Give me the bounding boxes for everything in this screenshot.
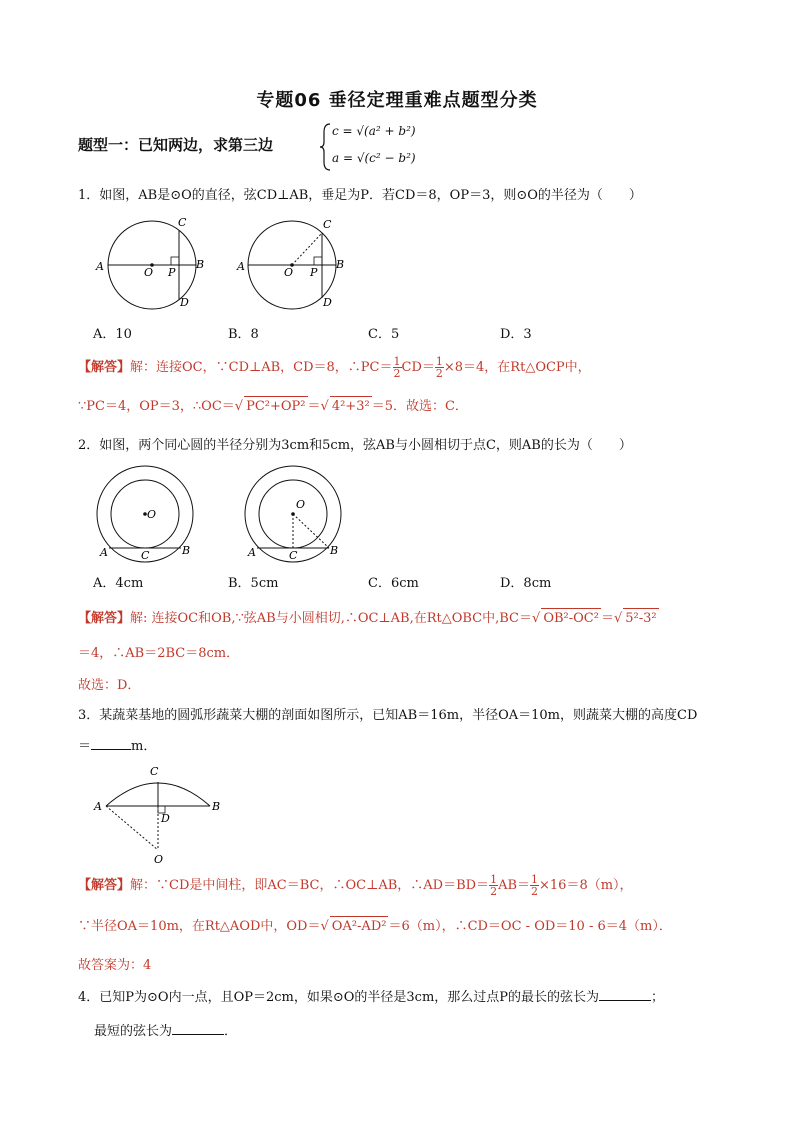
brace-icon (318, 122, 332, 172)
q3-answer-tag: 【解答】 (78, 878, 131, 893)
q3-answer-line2: ∵半径OA＝10m，在Rt△AOD中，OD＝√ OA²-AD² ＝6（m），∴CD＝OC - OD＝10 - 6＝4（m）． (78, 916, 672, 937)
q2-sqrt-2: 5²-3² (623, 608, 658, 629)
q3-line-ao (106, 806, 158, 850)
q2-fig2-label-a: A (248, 546, 256, 559)
q3-answer-text-c: AB＝ (498, 878, 531, 893)
q2-fig1-label-b: B (182, 544, 191, 557)
q1-fig2-label-p: P (310, 266, 318, 279)
q2-sqrt-1: OB²-OC² (541, 608, 601, 629)
q1-fig2-label-o: O (284, 266, 294, 279)
q2-option-c: C．6cm (368, 576, 419, 591)
q2-answer-text-a: 解: 连接OC和OB,∵弦AB与小圆相切,∴OC⊥AB,在Rt△OBC中,BC＝ (130, 611, 533, 626)
q3-answer-text-f: ＝6（m），∴CD＝OC - OD＝10 - 6＝4（m）． (388, 919, 672, 934)
q1-option-d: D．3 (500, 327, 532, 342)
q3-figure (88, 760, 228, 868)
q4-text-c: 最短的弦长为 (94, 1024, 173, 1039)
section-heading-text: 题型一：已知两边，求第三边 (78, 136, 274, 154)
q1-fig1-label-d: D (180, 296, 189, 309)
formula-c: c = √(a² + b²) (332, 124, 416, 138)
q1-fig2-right-angle (314, 257, 322, 265)
q3-stem-line2 (78, 737, 156, 757)
q1-answer-text-e: ＝5．故选：C． (371, 399, 468, 414)
q1-answer-text-a: 解：连接OC，∵CD⊥AB，CD＝8，∴PC＝ (130, 360, 393, 375)
q1-fig1-right-angle (171, 257, 179, 265)
q2-fig1-label-o: O (147, 508, 157, 521)
q2-fig2-label-b: B (330, 544, 339, 557)
q1-fig1-label-o: O (144, 266, 154, 279)
q2-fig1-label-c: C (141, 549, 150, 562)
q1-figure2 (234, 210, 364, 310)
q2-fig2-label-o: O (296, 498, 306, 511)
q1-answer-line1 (78, 356, 591, 379)
q2-answer-tag: 【解答】 (78, 611, 131, 626)
q1-answer-text-d: ∵PC＝4，OP＝3，∴OC＝ (78, 399, 235, 414)
q3-arc-eq: ＝ (286, 878, 300, 893)
q1-answer-tag: 【解答】 (78, 360, 131, 375)
q1-answer-eq: ＝ (307, 399, 321, 414)
q3-stem-line1: 3．某蔬菜基地的圆弧形蔬菜大棚的剖面如图所示，已知AB＝16m，半径OA＝10m，则蔬菜大棚的高度CD (78, 708, 698, 723)
formula-a: a = √(c² − b²) (332, 151, 416, 165)
q3-sqrt: OA²-AD² (330, 916, 389, 937)
q2-answer-eq: ＝ (600, 611, 614, 626)
q4-text-b: ； (651, 990, 665, 1005)
q3-answer-blank[interactable] (91, 749, 131, 750)
q1-fig2-label-d: D (323, 296, 332, 309)
section-heading (78, 134, 273, 155)
q1-figure1 (92, 210, 222, 310)
q1-stem: 1．如图，AB是⊙O的直径，弦CD⊥AB，垂足为P．若CD＝8，OP＝3，则⊙O的半径为（ ） (78, 188, 642, 203)
q2-answer-line2: ＝4，∴AB＝2BC＝8cm． (78, 646, 240, 661)
q3-answer-text-e: ∵半径OA＝10m，在Rt△AOD中，OD＝ (78, 919, 321, 934)
q2-figure2 (238, 462, 358, 572)
q3-fraction-2: $\frac{1}{2}$ (531, 873, 539, 898)
q3-stem-eq: ＝ (78, 739, 92, 754)
q4-text-d: ． (224, 1024, 238, 1039)
q2-option-d: D．8cm (500, 576, 552, 591)
q3-answer-text-d: ×16＝8（m）， (539, 878, 633, 893)
q1-answer-line2: ∵PC＝4，OP＝3，∴OC＝√ PC²+OP² ＝√ 4²+3² ＝5．故选：C． (78, 396, 468, 417)
q1-answer-text-c: ×8＝4，在Rt△OCP中， (443, 360, 591, 375)
q2-stem: 2．如图，两个同心圆的半径分别为3cm和5cm，弦AB与小圆相切于点C，则AB的长为（ ） (78, 438, 632, 453)
q2-answer-line1: 【解答】解: 连接OC和OB,∵弦AB与小圆相切,∴OC⊥AB,在Rt△OBC中,BC＝√ OB²-OC² ＝√ 5²-3² (78, 608, 659, 629)
q1-sqrt-2: 4²+3² (330, 396, 372, 417)
q1-fig1-label-b: B (196, 258, 205, 271)
q2-fig1-label-a: A (100, 546, 108, 559)
q3-stem-unit: m． (131, 739, 157, 754)
page-title: 专题06 垂径定理重难点题型分类 (256, 90, 538, 111)
q1-option-c: C．5 (368, 327, 400, 342)
q3-answer-line1 (78, 874, 633, 897)
q4-text-a: 4．已知P为⊙O内一点，且OP＝2cm，如果⊙O的半径是3cm，那么过点P的最长的弦长为 (78, 990, 600, 1005)
q1-fig2-label-b: B (336, 258, 345, 271)
q1-fig2-label-a: A (237, 260, 245, 273)
q4-line1 (78, 988, 664, 1008)
q3-answer-text-a: 解：∵CD是中间柱，即 (130, 878, 268, 893)
q1-sqrt-1: PC²+OP² (244, 396, 307, 417)
q2-answer-line3: 故选：D． (78, 678, 141, 693)
q3-fraction-1: $\frac{1}{2}$ (490, 873, 498, 898)
q1-option-a: A．10 (93, 327, 132, 342)
q3-answer-text-b: ，∴OC⊥AB，∴AD＝BD＝ (319, 878, 490, 893)
q2-option-a: A．4cm (93, 576, 144, 591)
q4-line2 (94, 1022, 237, 1042)
q1-fraction-2: $\frac{1}{2}$ (435, 355, 443, 380)
q2-figure1 (90, 462, 210, 572)
q2-fig2-center (291, 512, 295, 516)
q1-fig1-label-a: A (96, 260, 104, 273)
q3-label-a: A (94, 800, 102, 813)
q1-fig2-radius-oc (292, 233, 322, 265)
q3-label-b: B (212, 800, 221, 813)
q4-longest-chord-blank[interactable] (599, 1000, 651, 1001)
q1-option-b: B．8 (228, 327, 259, 342)
q2-fig2-label-c: C (289, 549, 298, 562)
q2-option-b: B．5cm (228, 576, 279, 591)
q3-label-d: D (161, 812, 170, 825)
q1-fig2-label-c: C (323, 218, 332, 231)
q3-arc-ac: AC (267, 878, 287, 893)
q3-label-c: C (150, 765, 159, 778)
q1-answer-text-b: CD＝ (401, 360, 435, 375)
q1-fraction-1: $\frac{1}{2}$ (393, 355, 401, 380)
q4-shortest-chord-blank[interactable] (172, 1034, 224, 1035)
q1-fig1-label-p: P (168, 266, 176, 279)
q3-arc-bc: BC (299, 878, 320, 893)
q1-fig1-label-c: C (178, 216, 187, 229)
q3-label-o: O (154, 853, 164, 866)
q3-answer-line3: 故答案为：4 (78, 958, 152, 973)
